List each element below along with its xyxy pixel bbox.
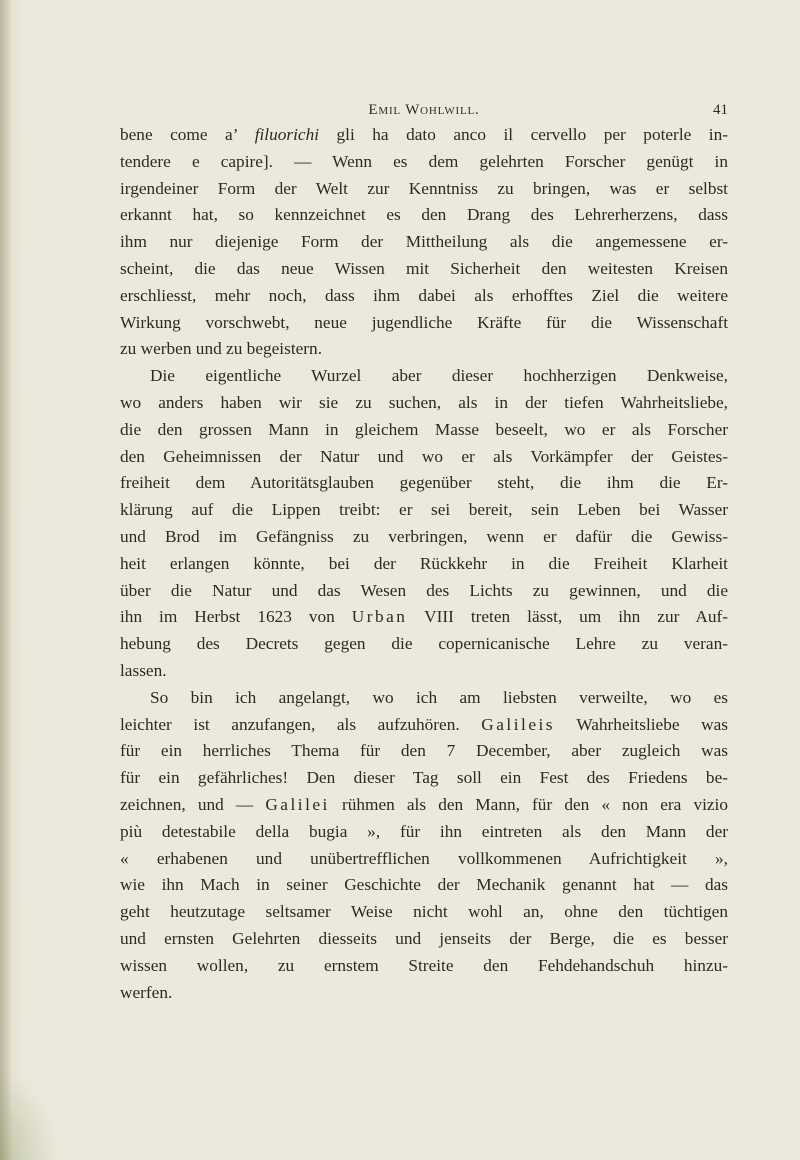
page-number: 41 bbox=[713, 102, 728, 118]
page-binding-edge bbox=[0, 0, 12, 1160]
text-line bbox=[120, 229, 728, 256]
text-segment: und Brod im Gefängniss zu verbringen, wenn er dafür die Gewiss- bbox=[120, 526, 728, 546]
text-line bbox=[120, 417, 728, 444]
text-line bbox=[120, 631, 728, 658]
text-segment: bene come a’ bbox=[120, 125, 255, 144]
text-segment: leichter ist anzufangen, als aufzuhören. bbox=[120, 714, 482, 734]
page-header bbox=[120, 98, 728, 122]
text-line bbox=[120, 310, 728, 337]
text-segment: erkannt hat, so kennzeichnet es den Drang des Lehrerherzens, dass bbox=[120, 205, 728, 225]
text-segment: die den grossen Mann in gleichem Masse beseelt, wo er als Forscher bbox=[120, 419, 728, 439]
text-line bbox=[120, 363, 728, 390]
text-segment: VIII treten lässt, um ihn zur Auf- bbox=[407, 607, 729, 627]
text-segment: wo anders haben wir sie zu suchen, als in der tiefen Wahrheitsliebe, bbox=[120, 392, 728, 412]
text-segment: klärung auf die Lippen treibt: er sei bereit, sein Leben bei Wasser bbox=[120, 500, 728, 520]
text-line bbox=[120, 738, 728, 765]
text-segment: irgendeiner Form der Welt zur Kenntniss zu bringen, was er selbst bbox=[120, 178, 728, 198]
text-line bbox=[120, 283, 728, 310]
text-segment: erschliesst, mehr noch, dass ihm dabei als erhofftes Ziel die weitere bbox=[120, 285, 728, 305]
text-segment: Wirkung vorschwebt, neue jugendliche Kräfte für die Wissenschaft bbox=[120, 312, 728, 332]
text-segment: den Geheimnissen der Natur und wo er als Vorkämpfer der Geistes- bbox=[120, 446, 728, 466]
text-segment: Wahrheitsliebe was bbox=[555, 714, 728, 734]
text-segment: freiheit dem Autoritätsglauben gegenüber steht, die ihm die Er- bbox=[120, 473, 728, 493]
italic-term: filuorichi bbox=[254, 125, 320, 144]
text-line bbox=[120, 551, 728, 578]
text-line bbox=[120, 390, 728, 417]
body-text bbox=[120, 122, 728, 1006]
running-head: Emil Wohlwill. bbox=[368, 102, 480, 118]
text-segment: zu werben und zu begeistern. bbox=[120, 339, 323, 359]
text-segment: und ernsten Gelehrten diesseits und jenseits der Berge, die es besser bbox=[120, 928, 728, 948]
text-segment: hebung des Decrets gegen die copernicanische Lehre zu veran- bbox=[120, 634, 728, 654]
text-segment: geht heutzutage seltsamer Weise nicht wohl an, ohne den tüchtigen bbox=[120, 902, 728, 922]
text-line bbox=[120, 444, 728, 471]
text-segment: lassen. bbox=[120, 660, 167, 680]
text-segment: werfen. bbox=[120, 982, 173, 1002]
text-segment: wie ihn Mach in seiner Geschichte der Mechanik genannt hat — das bbox=[120, 875, 728, 895]
text-line bbox=[120, 202, 728, 229]
text-line bbox=[120, 765, 728, 792]
text-line bbox=[120, 336, 728, 363]
spaced-name: Galilei bbox=[265, 794, 330, 814]
text-segment: Die eigentliche Wurzel aber dieser hochherzigen Denkweise, bbox=[150, 366, 728, 386]
text-line bbox=[120, 256, 728, 283]
spaced-name: Urban bbox=[351, 607, 408, 627]
text-line bbox=[120, 846, 728, 873]
text-line bbox=[120, 176, 728, 203]
text-line bbox=[120, 819, 728, 846]
text-line bbox=[120, 953, 728, 980]
text-segment: più detestabile della bugia », für ihn eintreten als den Mann der bbox=[120, 821, 728, 841]
text-line bbox=[120, 926, 728, 953]
text-line bbox=[120, 980, 728, 1007]
page-corner-stain bbox=[0, 1070, 60, 1160]
text-segment: für ein gefährliches! Den dieser Tag soll ein Fest des Friedens be- bbox=[120, 768, 728, 788]
text-segment: gli ha dato anco il cervello per poterle in- bbox=[319, 125, 728, 144]
text-line bbox=[120, 685, 728, 712]
spaced-name: Galileis bbox=[481, 714, 556, 734]
text-line bbox=[120, 658, 728, 685]
text-line bbox=[120, 524, 728, 551]
text-line bbox=[120, 712, 728, 739]
text-segment: ihm nur diejenige Form der Mittheilung als die angemessene er- bbox=[120, 232, 728, 252]
text-segment: heit erlangen könnte, bei der Rückkehr in die Freiheit Klarheit bbox=[120, 553, 728, 573]
text-segment: zeichnen, und — bbox=[120, 794, 266, 814]
text-line bbox=[120, 872, 728, 899]
text-segment: So bin ich angelangt, wo ich am liebsten verweilte, wo es bbox=[150, 687, 728, 707]
text-segment: rühmen als den Mann, für den « non era vizio bbox=[329, 794, 728, 814]
text-line bbox=[120, 497, 728, 524]
text-segment: für ein herrliches Thema für den 7 December, aber zugleich was bbox=[120, 741, 728, 761]
text-line bbox=[120, 578, 728, 605]
text-line bbox=[120, 470, 728, 497]
text-segment: scheint, die das neue Wissen mit Sicherheit den weitesten Kreisen bbox=[120, 258, 728, 278]
text-segment: wissen wollen, zu ernstem Streite den Fehdehandschuh hinzu- bbox=[120, 955, 728, 975]
text-segment: ihn im Herbst 1623 von bbox=[120, 607, 352, 627]
text-segment: « erhabenen und unübertrefflichen vollkommenen Aufrichtigkeit », bbox=[120, 848, 728, 868]
text-line bbox=[120, 122, 728, 149]
text-segment: über die Natur und das Wesen des Lichts zu gewinnen, und die bbox=[120, 580, 728, 600]
text-segment: tendere e capire]. — Wenn es dem gelehrten Forscher genügt in bbox=[120, 151, 728, 171]
text-line bbox=[120, 604, 728, 631]
text-line bbox=[120, 149, 728, 176]
text-line bbox=[120, 792, 728, 819]
text-line bbox=[120, 899, 728, 926]
